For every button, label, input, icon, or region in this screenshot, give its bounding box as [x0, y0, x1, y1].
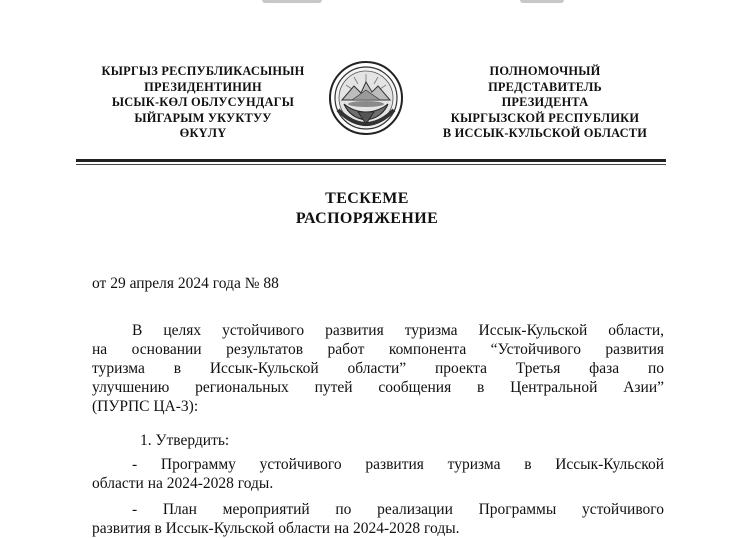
- header-left-kyrgyz: [78, 64, 328, 142]
- title-kyrgyz: ТЕСКЕМЕ: [325, 190, 409, 207]
- header-right-line: ПРЕДСТАВИТЕЛЬ: [488, 79, 602, 94]
- header-divider-thick: [76, 159, 666, 162]
- header-left-line: ЫЙГАРЫМ УКУКТУУ: [134, 110, 272, 125]
- paragraph-line: В целях устойчивого развития туризма Иссык-Кульской области,: [132, 322, 664, 339]
- scan-edge-marks: [0, 0, 734, 8]
- header-left-line: ПРЕЗИДЕНТИНИН: [144, 79, 262, 94]
- paragraph-line: туризма в Иссык-Кульской области” проекта Третья фаза по: [92, 360, 664, 377]
- scan-mark: [520, 0, 564, 3]
- subitem-line: - План мероприятий по реализации Программы устойчивого: [132, 501, 664, 518]
- item-approve: 1. Утвердить:: [140, 432, 230, 449]
- subitem-action-plan: [92, 500, 664, 538]
- subitem-line: - Программу устойчивого развития туризма в Иссык-Кульской: [132, 456, 664, 473]
- header-left-line: ЫСЫК-КӨЛ ОБЛУСУНДАГЫ: [111, 95, 295, 109]
- paragraph-line: улучшению региональных путей сообщения в Центральной Азии”: [92, 379, 664, 396]
- scan-mark: [262, 0, 322, 3]
- header-right-line: КЫРГЫЗСКОЙ РЕСПУБЛИКИ: [450, 110, 640, 125]
- subitem-line: области на 2024-2028 годы.: [92, 475, 274, 492]
- preamble-paragraph: [92, 321, 664, 416]
- subitem-line: развития в Иссык-Кульской области на 2024-2028 годы.: [92, 520, 460, 537]
- paragraph-line: (ПУРПС ЦА-3):: [92, 398, 199, 415]
- header-right-russian: [420, 64, 670, 142]
- paragraph-line: на основании результатов работ компонента “Устойчивого развития: [92, 341, 664, 358]
- subitem-program: [92, 455, 664, 493]
- header-left-line: ӨКҮЛҮ: [179, 126, 227, 140]
- kyrgyz-state-emblem-icon: [328, 60, 404, 136]
- header-divider-thin: [76, 164, 666, 165]
- header-left-line: КЫРГЫЗ РЕСПУБЛИКАСЫНЫН: [101, 64, 305, 78]
- title-russian: РАСПОРЯЖЕНИЕ: [295, 210, 439, 227]
- order-date-number: от 29 апреля 2024 года № 88: [92, 275, 279, 292]
- header-right-line: ПОЛНОМОЧНЫЙ: [489, 64, 601, 78]
- header-right-line: ПРЕЗИДЕНТА: [501, 95, 589, 109]
- header-right-line: В ИССЫК-КУЛЬСКОЙ ОБЛАСТИ: [442, 126, 648, 140]
